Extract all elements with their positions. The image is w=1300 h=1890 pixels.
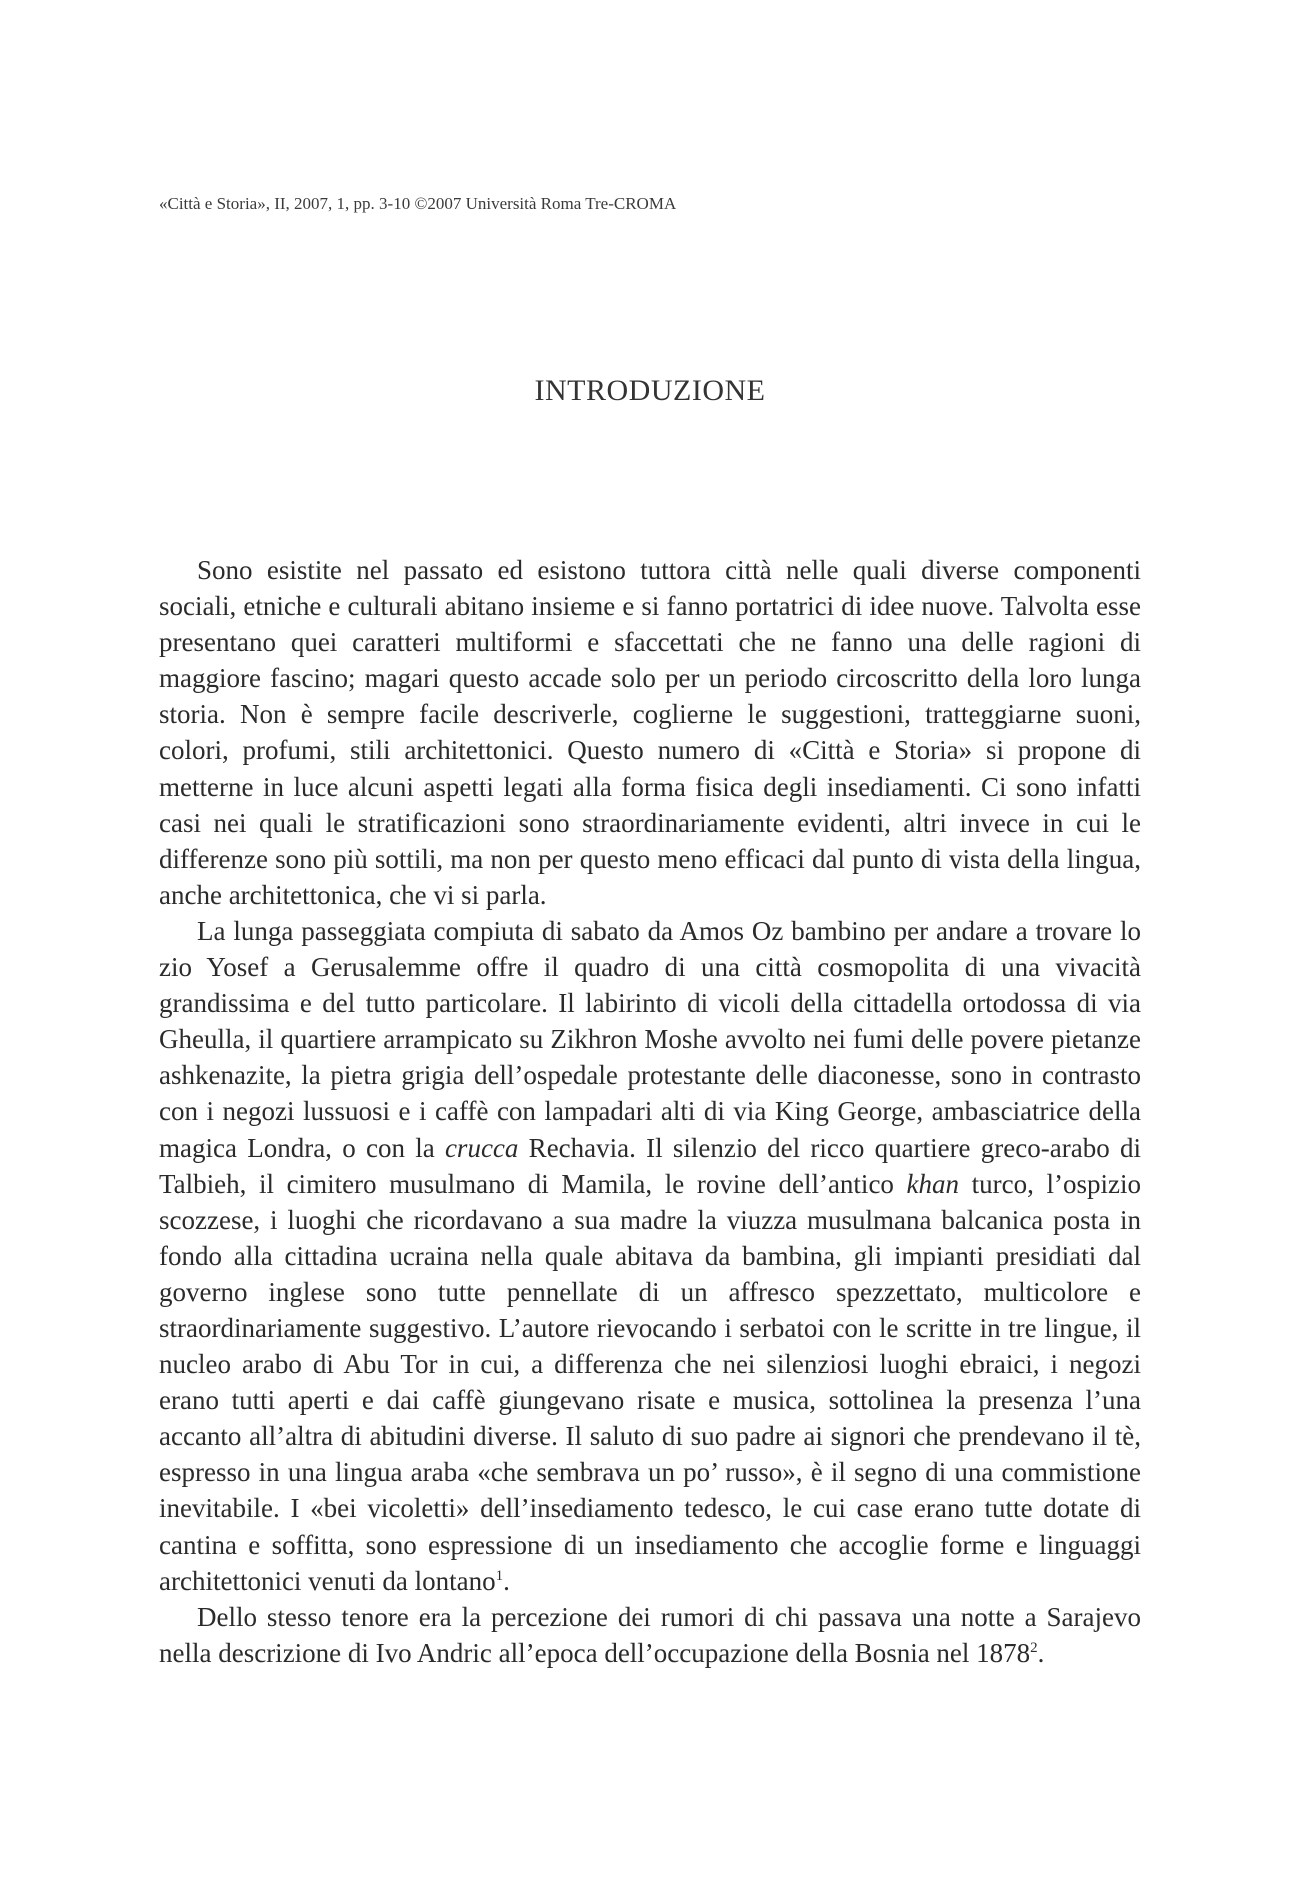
- article-body: [159, 552, 1141, 1671]
- italic-word-khan: khan: [906, 1168, 960, 1199]
- paragraph-2-text-c: turco, l’ospizio scozzese, i luoghi che ricordavano a sua madre la viuzza musulmana balcanica posta in fondo alla cittadina ucraina nella quale abitava da bambina, gli impianti presidiati dal governo inglese sono tutte pennellate di un affresco spezzettato, multicolore e straordinariamente suggestivo. L’autore rievocando i serbatoi con le scritte in tre lingue, il nucleo arabo di Abu Tor in cui, a differenza che nei silenziosi luoghi ebraici, i negozi erano tutti aperti e dai caffè giungevano risate e musica, sottolinea la presenza l’una accanto all’altra di abitudini diverse. Il saluto di suo padre ai signori che prendevano il tè, espresso in una lingua araba «che sembrava un po’ russo», è il segno di una commistione inevitabile. I «bei vicoletti» dell’insediamento tedesco, le cui case erano tutte dotate di cantina e soffitta, sono espressione di un insediamento che accoglie forme e linguaggi architettonici venuti da lontano: [159, 1168, 1141, 1596]
- footnote-ref-1: 1: [495, 1567, 504, 1584]
- italic-word-crucca: crucca: [444, 1132, 519, 1163]
- paragraph-2-end: .: [503, 1565, 510, 1596]
- journal-citation: «Città e Storia», II, 2007, 1, pp. 3-10 ©2007 Università Roma Tre-CROMA: [159, 194, 677, 213]
- paragraph-2: [159, 913, 1141, 1599]
- paragraph-3-text: Dello stesso tenore era la percezione dei rumori di chi passava una notte a Sarajevo nella descrizione di Ivo Andric all’epoca dell’occupazione della Bosnia nel 1878: [159, 1601, 1141, 1668]
- footnote-ref-2: 2: [1030, 1639, 1038, 1656]
- paragraph-3-end: .: [1037, 1637, 1045, 1668]
- paragraph-3: [159, 1599, 1141, 1671]
- paragraph-2-text-a: La lunga passeggiata compiuta di sabato da Amos Oz bambino per andare a trovare lo zio Yosef a Gerusalemme offre il quadro di una città cosmopolita di una vivacità grandissima e del tutto particolare. Il labirinto di vicoli della cittadella ortodossa di via Gheulla, il quartiere arrampicato su Zikhron Moshe avvolto nei fumi delle povere pietanze ashkenazite, la pietra grigia dell’ospedale protestante delle diaconesse, sono in contrasto con i negozi lussuosi e i caffè con lampadari alti di via King George, ambasciatrice della magica Londra, o con la: [159, 915, 1141, 1163]
- page-title: INTRODUZIONE: [534, 374, 766, 407]
- paragraph-1: Sono esistite nel passato ed esistono tuttora città nelle quali diverse componenti sociali, etniche e culturali abitano insieme e si fanno portatrici di idee nuove. Talvolta esse presentano quei caratteri multiformi e sfaccettati che ne fanno una delle ragioni di maggiore fascino; magari questo accade solo per un periodo circoscritto della loro lunga storia. Non è sempre facile descriverle, coglierne le suggestioni, tratteggiarne suoni, colori, profumi, stili architettonici. Questo numero di «Città e Storia» si propone di metterne in luce alcuni aspetti legati alla forma fisica degli insediamenti. Ci sono infatti casi nei quali le stratificazioni sono straordinariamente evidenti, altri invece in cui le differenze sono più sottili, ma non per questo meno efficaci dal punto di vista della lingua, anche architettonica, che vi si parla.: [159, 555, 1141, 910]
- paragraph-2-text-b: Rechavia. Il silenzio del ricco quartiere greco-arabo di Talbieh, il cimitero musulmano di Mamila, le rovine dell’antico: [159, 1132, 1141, 1199]
